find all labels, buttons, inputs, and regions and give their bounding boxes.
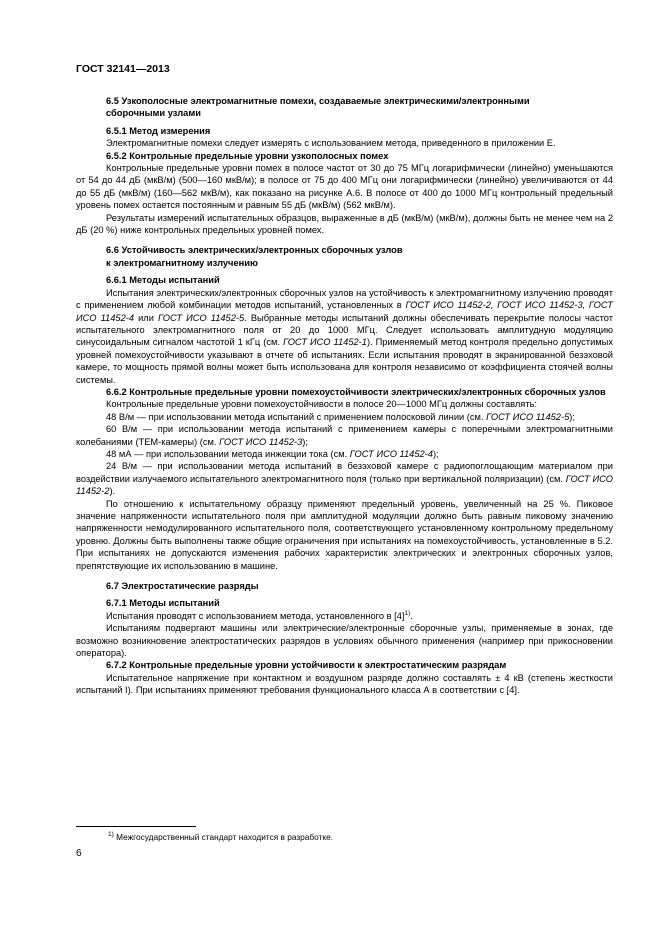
document-body (76, 95, 613, 697)
footnote-divider (76, 826, 196, 827)
page-number: 6 (76, 848, 82, 859)
section-6-7-title: 6.7 Электростатические разряды (106, 581, 259, 592)
section-6-5-1-title: 6.5.1 Метод измерения (106, 125, 211, 136)
section-6-5-title (76, 95, 613, 120)
section-6-6-1-paragraph: Испытания электрических/электронных сборочных узлов на устойчивость к электромагнитному излучению проводят с применением любой комбинации методов испытаний, установленных в ГОСТ ИСО 11452-2, ГОСТ ИСО 11452-3, ГОСТ ИСО 11452-4 или ГОСТ ИСО 11452-5. Выбранные методы испытаний должны обеспечивать перекрытие полосы частот испытательного электромагнитного поля от 20 до 1000 МГц. Следует использовать амплитудную модуляцию синусоидальным сигналом частотой 1 кГц (см. ГОСТ ИСО 11452-1). Применяемый метод контроля предельно допустимых уровней помехоустойчивости указывают в отчете об испытаниях. Если испытания проводят в экранированной безэховой камере, то мощность прямой волны может быть использована для контроля независимо от коэффициента стоячей волны системы. (76, 287, 614, 385)
limit-item-bulk-current: 48 мА — при использовании метода инжекции тока (см. ГОСТ ИСО 11452-4); (106, 448, 439, 459)
footnote-mark: 1) (108, 831, 114, 839)
standard-reference: ГОСТ ИСО 11452-3 (219, 436, 303, 447)
section-6-6-2-intro: Контрольные предельные уровни помехоустойчивости в полосе 20—1000 МГц должны составлять: (106, 399, 538, 410)
section-6-5-2-paragraph-2: Результаты измерений испытательных образцов, выраженные в дБ (мкВ/м) (мкВ/м), должны быть не менее чем на 2 дБ (20 %) ниже контрольных предельных уровней помех. (76, 212, 613, 236)
limit-item-tem-cell: 60 В/м — при использовании метода испытаний с применением камеры с поперечными электромагнитными колебаниями (ТЕМ-камеры) (см. ГОСТ ИСО 11452-3); (76, 424, 613, 447)
standard-reference: ГОСТ ИСО 11452-4 (349, 448, 433, 459)
standard-reference: ГОСТ ИСО 11452-2, ГОСТ ИСО 11452-3, ГОСТ ИСО 11452-4 (76, 300, 613, 323)
standard-reference: ГОСТ ИСО 11452-2 (76, 473, 613, 497)
section-6-7-2-title: 6.7.2 Контрольные предельные уровни устойчивости к электростатическим разрядам (106, 660, 507, 671)
section-6-5-1-text: Электромагнитные помехи следует измерять с использованием метода, приведенного в приложении Е. (106, 138, 556, 149)
footnote-text: Межгосударственный стандарт находится в разработке. (116, 832, 334, 842)
section-6-7-2-paragraph: Испытательное напряжение при контактном и воздушном разряде должно составлять ± 4 кВ (степень жесткости испытаний I). При испытаниях применяют требования функционального класса А в соответствии с [4]. (76, 672, 613, 696)
section-6-6-title-line2: к электромагнитному излучению (106, 257, 258, 268)
limit-item-anechoic: 24 В/м — при использовании метода испытаний в безэховой камере с радиопоглощающим материалом при воздействии излучаемого испытательного электромагнитного поля (только при вертикальной поляризации) (см. ГОСТ ИСО 11452-2). (76, 461, 613, 497)
section-6-6-1-title: 6.6.1 Методы испытаний (106, 275, 220, 286)
section-6-5-title-line1: 6.5 Узкополосные электромагнитные помехи, создаваемые электрическими/электронными (106, 96, 530, 106)
document-header: ГОСТ 32141—2013 (76, 63, 170, 75)
section-6-6-title (76, 244, 613, 269)
section-6-6-title-line1: 6.6 Устойчивость электрических/электронных сборочных узлов (106, 245, 403, 256)
section-6-5-2-paragraph-1: Контрольные предельные уровни помех в полосе частот от 30 до 75 МГц логарифмически (линейно) уменьшаются от 54 до 44 дБ (мкВ/м) (500—160 мкВ/м); в полосе от 75 до 400 МГц они логарифмически (линейно) увеличиваются от 44 до 55 дБ (мкВ/м) (160—562 мкВ/м), как показано на рисунке А.6. В полосе от 400 до 1000 МГц контрольный предельный уровень помех остается постоянным и равным 55 дБ (мкВ/м) (562 мкВ/м). (76, 163, 613, 211)
standard-reference: ГОСТ ИСО 11452-5 (158, 312, 245, 323)
section-6-5-title-line2: сборочными узлами (106, 108, 201, 119)
section-6-6-2-title: 6.6.2 Контрольные предельные уровни помехоустойчивости электрических/электронных сборочных узлов (106, 386, 606, 397)
section-6-7-1-paragraph-1: Испытания проводят с использованием метода, установленного в $[4]^{1)}$. (106, 609, 413, 621)
standard-reference: ГОСТ ИСО 11452-5 (486, 411, 570, 422)
limit-item-stripline: 48 В/м — при использовании метода испытаний с применением полосковой линии (см. ГОСТ ИСО 11452-5); (106, 411, 575, 422)
section-6-5-2-title: 6.5.2 Контрольные предельные уровни узкополосных помех (106, 150, 389, 161)
footnote (108, 832, 333, 842)
standard-reference: ГОСТ ИСО 11452-1 (282, 337, 367, 348)
section-6-7-1-title: 6.7.1 Методы испытаний (106, 598, 220, 609)
section-6-7-1-paragraph-2: Испытаниям подвергают машины или электрические/электронные сборочные узлы, применяемые в зонах, где возможно возникновение электростатических разрядов в условиях обычного применения (например при прикосновении оператора). (76, 623, 613, 659)
section-6-6-2-final-paragraph: По отношению к испытательному образцу применяют предельный уровень, увеличенный на 25 %. Пиковое значение напряженности испытательного поля при амплитудной модуляции должно быть равным пиковому значению напряженности немодулированного испытательного поля, соответствующего установленному контрольному предельному уровню. Должны быть выполнены также общие ограничения при испытаниях на помехоустойчивость, установленные в 5.2. При испытаниях не допускаются изменения рабочих характеристик электрических и электронных сборочных узлов, препятствующие их использованию в машине. (76, 498, 613, 571)
footnote-marker: 1) (404, 609, 411, 617)
